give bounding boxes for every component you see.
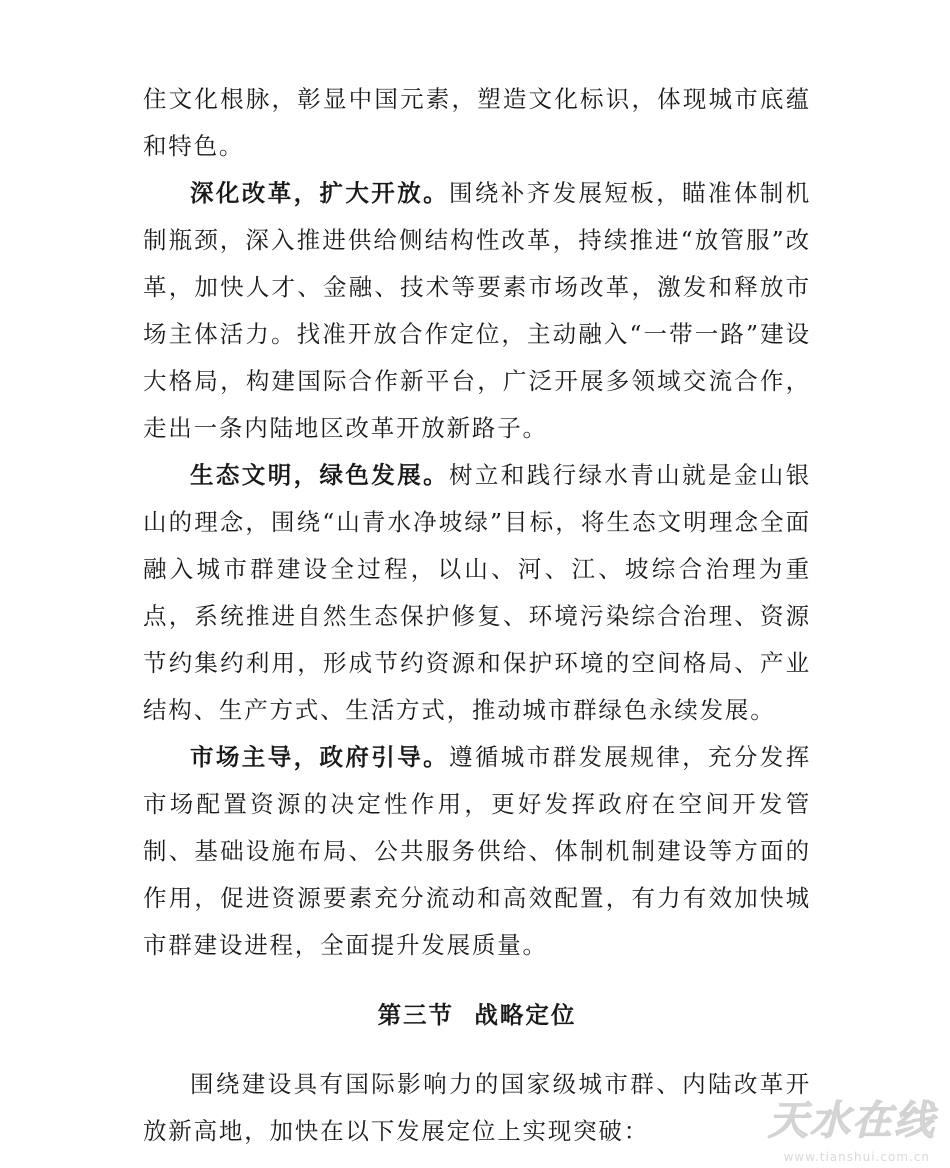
document-body [143, 76, 811, 1155]
paragraph-text: 住文化根脉，彰显中国元素，塑造文化标识，体现城市底蕴和特色。 [143, 85, 811, 160]
paragraph-lead: 市场主导，政府引导。 [190, 743, 449, 771]
watermark-logo-text: 天水在线 [768, 1097, 936, 1144]
paragraph-lead: 生态文明，绿色发展。 [190, 461, 449, 489]
paragraph-text: 遵循城市群发展规律，充分发挥市场配置资源的决定性作用，更好发挥政府在空间开发管制、基础设施布局、公共服务供给、体制机制建设等方面的作用，促进资源要素充分流动和高效配置，有力有效加快城市群建设进程，全面提升发展质量。 [143, 743, 811, 959]
paragraph-ecology [143, 452, 811, 734]
paragraph-text: 围绕补齐发展短板，瞄准体制机制瓶颈，深入推进供给侧结构性改革，持续推进“放管服”改革，加快人才、金融、技术等要素市场改革，激发和释放市场主体活力。找准开放合作定位，主动融入“一带一路”建设大格局，构建国际合作新平台，广泛开展多领域交流合作，走出一条内陆地区改革开放新路子。 [143, 179, 811, 442]
section-heading: 第三节 战略定位 [377, 1001, 577, 1029]
paragraph-text: 围绕建设具有国际影响力的国家级城市群、内陆改革开放新高地，加快在以下发展定位上实现突破： [143, 1070, 811, 1145]
watermark-url: www.tianshui.com.cn [783, 1150, 930, 1164]
paragraph-reform-opening [143, 170, 811, 452]
paragraph-market [143, 734, 811, 969]
site-watermark [762, 1088, 942, 1168]
paragraph-positioning [143, 1061, 811, 1155]
paragraph-lead: 深化改革，扩大开放。 [190, 179, 449, 207]
paragraph-text: 树立和践行绿水青山就是金山银山的理念，围绕“山青水净坡绿”目标，将生态文明理念全面融入城市群建设全过程，以山、河、江、坡综合治理为重点，系统推进自然生态保护修复、环境污染综合治理、资源节约集约利用，形成节约资源和保护环境的空间格局、产业结构、生产方式、生活方式，推动城市群绿色永续发展。 [143, 461, 811, 724]
paragraph-continuation [143, 76, 811, 170]
